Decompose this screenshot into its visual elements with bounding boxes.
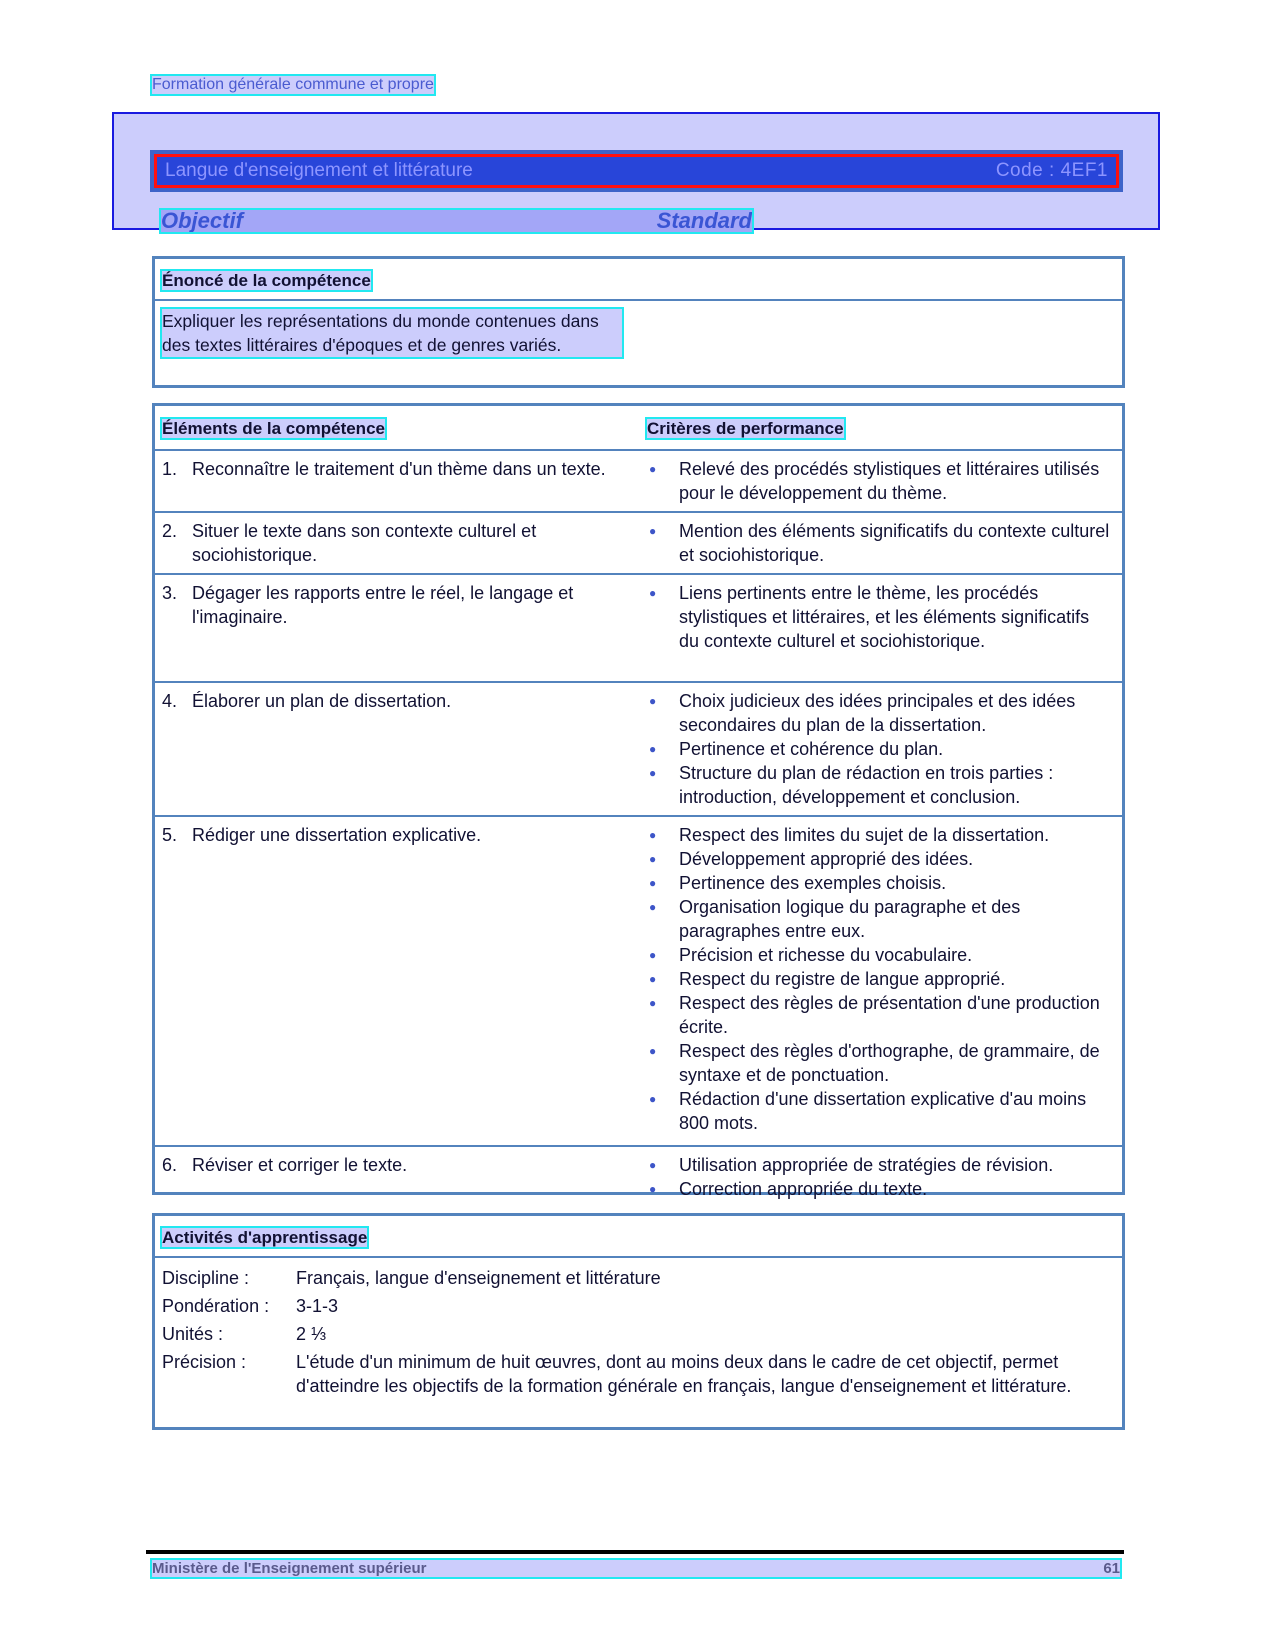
element-text: Élaborer un plan de dissertation. bbox=[192, 691, 452, 711]
element-cell bbox=[162, 519, 647, 569]
criterion-item bbox=[647, 1039, 1115, 1087]
discipline-label: Discipline : bbox=[162, 1268, 250, 1288]
elements-table bbox=[152, 403, 1125, 1199]
ponderation-row bbox=[162, 1294, 1115, 1318]
bullet-dot-icon: ● bbox=[649, 900, 657, 914]
criterion-text: Développement approprié des idées. bbox=[679, 849, 974, 869]
activites-table bbox=[152, 1213, 1125, 1430]
criterion-text: Respect des règles de présentation d'une production écrite. bbox=[679, 993, 1100, 1037]
bullet-dot-icon: ● bbox=[649, 694, 657, 708]
enonce-table bbox=[152, 256, 1125, 388]
bullet-dot-icon: ● bbox=[649, 876, 657, 890]
footer-ministry: Ministère de l'Enseignement supérieur bbox=[152, 1560, 427, 1577]
criteria-cell bbox=[647, 823, 1115, 1141]
criterion-item bbox=[647, 967, 1115, 991]
course-code bbox=[996, 160, 1108, 182]
criterion-text: Rédaction d'une dissertation explicative d'au moins 800 mots. bbox=[679, 1089, 1087, 1133]
criterion-item bbox=[647, 943, 1115, 967]
course-title-bar bbox=[150, 150, 1123, 192]
criteria-heading: Critères de performance bbox=[647, 419, 844, 438]
activites-heading-cell bbox=[155, 1216, 1122, 1258]
elements-heading: Éléments de la compétence bbox=[162, 419, 385, 438]
criterion-item bbox=[647, 991, 1115, 1039]
element-number: 2. bbox=[162, 521, 178, 541]
bullet-dot-icon: ● bbox=[649, 948, 657, 962]
criteria-cell bbox=[647, 1153, 1115, 1205]
criterion-item bbox=[647, 895, 1115, 943]
element-row-3 bbox=[155, 575, 1122, 683]
element-cell bbox=[162, 689, 647, 811]
criterion-item bbox=[647, 519, 1115, 567]
elements-header-left-cell bbox=[162, 419, 647, 439]
element-cell bbox=[162, 823, 647, 1141]
criterion-text: Correction appropriée du texte. bbox=[679, 1179, 928, 1199]
element-cell bbox=[162, 1153, 647, 1205]
bullet-dot-icon: ● bbox=[649, 1092, 657, 1106]
element-row-4 bbox=[155, 683, 1122, 817]
criterion-item bbox=[647, 761, 1115, 809]
element-row-2 bbox=[155, 513, 1122, 575]
bullet-dot-icon: ● bbox=[649, 742, 657, 756]
bullet-dot-icon: ● bbox=[649, 996, 657, 1010]
ponderation-value: 3-1-3 bbox=[296, 1296, 339, 1316]
objectif-label: Objectif bbox=[161, 208, 243, 233]
criterion-item bbox=[647, 1153, 1115, 1177]
bullet-dot-icon: ● bbox=[649, 972, 657, 986]
bullet-dot-icon: ● bbox=[649, 828, 657, 842]
unites-label: Unités : bbox=[162, 1324, 224, 1344]
course-code-label: Code : bbox=[995, 160, 1055, 181]
criterion-item bbox=[647, 581, 1115, 653]
element-number: 6. bbox=[162, 1155, 178, 1175]
criterion-item bbox=[647, 1087, 1115, 1135]
standard-label: Standard bbox=[656, 208, 752, 233]
criterion-text: Relevé des procédés stylistiques et littéraires utilisés pour le développement du thème. bbox=[679, 459, 1100, 503]
element-text: Situer le texte dans son contexte culturel et sociohistorique. bbox=[192, 521, 537, 565]
criterion-text: Respect des règles d'orthographe, de grammaire, de syntaxe et de ponctuation. bbox=[679, 1041, 1100, 1085]
element-cell bbox=[162, 581, 647, 677]
criterion-item bbox=[647, 1177, 1115, 1201]
enonce-heading: Énoncé de la compétence bbox=[162, 271, 371, 290]
criterion-text: Pertinence des exemples choisis. bbox=[679, 873, 947, 893]
element-cell bbox=[162, 457, 647, 507]
bullet-dot-icon: ● bbox=[649, 1158, 657, 1172]
criterion-item bbox=[647, 871, 1115, 895]
criterion-item bbox=[647, 689, 1115, 737]
element-text: Rédiger une dissertation explicative. bbox=[192, 825, 482, 845]
bullet-dot-icon: ● bbox=[649, 1044, 657, 1058]
criterion-item bbox=[647, 457, 1115, 505]
activites-heading: Activités d'apprentissage bbox=[162, 1228, 368, 1247]
element-row-6 bbox=[155, 1147, 1122, 1209]
course-title-inner bbox=[154, 154, 1119, 188]
criteria-cell bbox=[647, 519, 1115, 569]
criteria-cell bbox=[647, 457, 1115, 507]
criterion-text: Respect des limites du sujet de la dissertation. bbox=[679, 825, 1050, 845]
element-number: 5. bbox=[162, 825, 178, 845]
footer-rule bbox=[146, 1550, 1124, 1554]
criterion-item bbox=[647, 847, 1115, 871]
precision-label: Précision : bbox=[162, 1352, 247, 1372]
enonce-body bbox=[155, 301, 1122, 365]
criterion-text: Mention des éléments significatifs du contexte culturel et sociohistorique. bbox=[679, 521, 1110, 565]
criterion-item bbox=[647, 823, 1115, 847]
bullet-dot-icon: ● bbox=[649, 766, 657, 780]
criteria-header-cell bbox=[647, 419, 844, 439]
page-number: 61 bbox=[1103, 1560, 1120, 1577]
element-text: Reconnaître le traitement d'un thème dans un texte. bbox=[192, 459, 606, 479]
element-number: 3. bbox=[162, 583, 178, 603]
element-text: Dégager les rapports entre le réel, le langage et l'imaginaire. bbox=[192, 583, 574, 627]
criterion-text: Respect du registre de langue approprié. bbox=[679, 969, 1006, 989]
criterion-text: Structure du plan de rédaction en trois parties : introduction, développement et conclusion. bbox=[679, 763, 1054, 807]
precision-value: L'étude d'un minimum de huit œuvres, dont au moins deux dans le cadre de cet objectif, permet d'atteindre les objectifs de la formation générale en français, langue d'enseignement et littérature. bbox=[296, 1352, 1072, 1396]
criterion-text: Liens pertinents entre le thème, les procédés stylistiques et littéraires, et les éléments significatifs du contexte culturel et sociohistorique. bbox=[679, 583, 1090, 651]
running-head: Formation générale commune et propre bbox=[152, 76, 434, 93]
bullet-dot-icon: ● bbox=[649, 1182, 657, 1196]
discipline-row bbox=[162, 1266, 1115, 1290]
element-row-1 bbox=[155, 451, 1122, 513]
criterion-text: Précision et richesse du vocabulaire. bbox=[679, 945, 973, 965]
element-number: 4. bbox=[162, 691, 178, 711]
course-title: Langue d'enseignement et littérature bbox=[165, 160, 473, 181]
elements-header-row bbox=[155, 406, 1122, 451]
unites-value: 2 ⅓ bbox=[296, 1324, 327, 1344]
criterion-text: Utilisation appropriée de stratégies de révision. bbox=[679, 1155, 1054, 1175]
precision-row bbox=[162, 1350, 1115, 1398]
ponderation-label: Pondération : bbox=[162, 1296, 270, 1316]
objective-standard-row bbox=[161, 210, 752, 232]
element-row-5 bbox=[155, 817, 1122, 1147]
page-footer bbox=[152, 1560, 1120, 1577]
criterion-text: Choix judicieux des idées principales et des idées secondaires du plan de la dissertation. bbox=[679, 691, 1076, 735]
enonce-heading-cell bbox=[155, 259, 1122, 301]
bullet-dot-icon: ● bbox=[649, 586, 657, 600]
bullet-dot-icon: ● bbox=[649, 524, 657, 538]
criterion-item bbox=[647, 737, 1115, 761]
enonce-text-wrap bbox=[162, 309, 622, 357]
course-code-value: 4EF1 bbox=[1060, 160, 1108, 181]
criterion-text: Pertinence et cohérence du plan. bbox=[679, 739, 944, 759]
element-number: 1. bbox=[162, 459, 178, 479]
element-text: Réviser et corriger le texte. bbox=[192, 1155, 408, 1175]
criteria-cell bbox=[647, 689, 1115, 811]
criterion-text: Organisation logique du paragraphe et des paragraphes entre eux. bbox=[679, 897, 1021, 941]
bullet-dot-icon: ● bbox=[649, 462, 657, 476]
discipline-value: Français, langue d'enseignement et littérature bbox=[296, 1268, 661, 1288]
bullet-dot-icon: ● bbox=[649, 852, 657, 866]
activites-body bbox=[155, 1258, 1122, 1410]
unites-row bbox=[162, 1322, 1115, 1346]
enonce-text: Expliquer les représentations du monde contenues dans des textes littéraires d'époques et de genres variés. bbox=[162, 309, 622, 357]
criteria-cell bbox=[647, 581, 1115, 677]
